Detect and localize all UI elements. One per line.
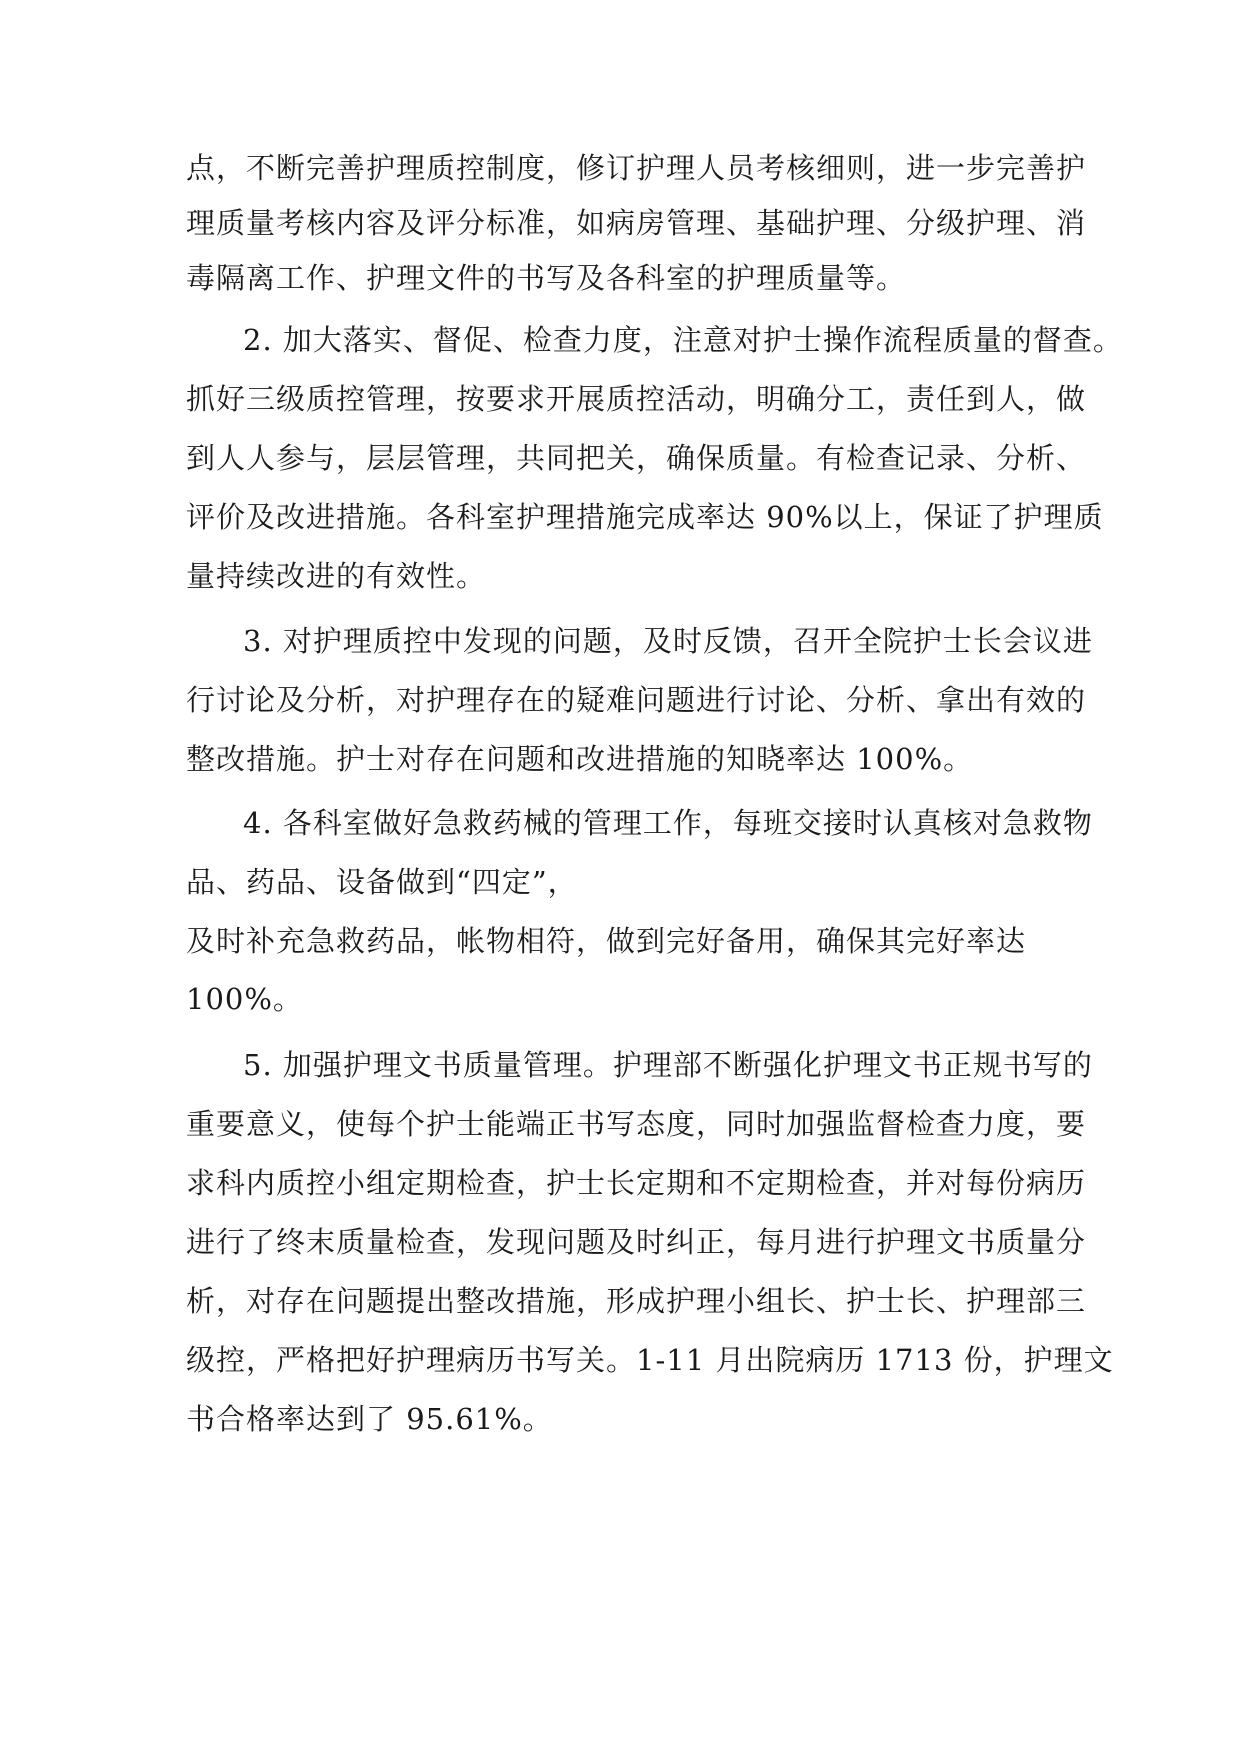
text-line: 析，对存在问题提出整改措施，形成护理小组长、护士长、护理部三 — [186, 1284, 1087, 1318]
text-line: 3. 对护理质控中发现的问题，及时反馈，召开全院护士长会议进 — [243, 624, 1093, 658]
text-line: 5. 加强护理文书质量管理。护理部不断强化护理文书正规书写的 — [243, 1048, 1093, 1082]
text-line: 品、药品、设备做到“四定”， — [186, 865, 578, 899]
text-line: 重要意义，使每个护士能端正书写态度，同时加强监督检查力度，要 — [186, 1107, 1087, 1141]
text-line: 抓好三级质控管理，按要求开展质控活动，明确分工，责任到人，做 — [186, 382, 1087, 416]
text-line: 4. 各科室做好急救药械的管理工作，每班交接时认真核对急救物 — [243, 806, 1093, 840]
text-line: 2. 加大落实、督促、检查力度，注意对护士操作流程质量的督查。 — [243, 323, 1123, 357]
text-line: 进行了终末质量检查，发现问题及时纠正，每月进行护理文书质量分 — [186, 1225, 1087, 1259]
text-line: 评价及改进措施。各科室护理措施完成率达 90%以上，保证了护理质 — [186, 500, 1104, 534]
text-line: 书合格率达到了 95.61%。 — [186, 1402, 553, 1436]
text-line: 求科内质控小组定期检查，护士长定期和不定期检查，并对每份病历 — [186, 1166, 1087, 1200]
text-line: 及时补充急救药品，帐物相符，做到完好备用，确保其完好率达 — [186, 924, 1027, 958]
text-line: 毒隔离工作、护理文件的书写及各科室的护理质量等。 — [186, 261, 907, 295]
text-line: 量持续改进的有效性。 — [186, 559, 487, 593]
text-line: 到人人参与，层层管理，共同把关，确保质量。有检查记录、分析、 — [186, 441, 1087, 475]
text-line: 理质量考核内容及评分标准，如病房管理、基础护理、分级护理、消 — [186, 206, 1087, 240]
text-line: 点，不断完善护理质控制度，修订护理人员考核细则，进一步完善护 — [186, 151, 1087, 185]
text-line: 整改措施。护士对存在问题和改进措施的知晓率达 100%。 — [186, 742, 974, 776]
text-line: 行讨论及分析，对护理存在的疑难问题进行讨论、分析、拿出有效的 — [186, 683, 1087, 717]
text-line: 级控，严格把好护理病历书写关。1-11 月出院病历 1713 份，护理文 — [186, 1343, 1114, 1377]
text-line: 100%。 — [186, 982, 303, 1016]
